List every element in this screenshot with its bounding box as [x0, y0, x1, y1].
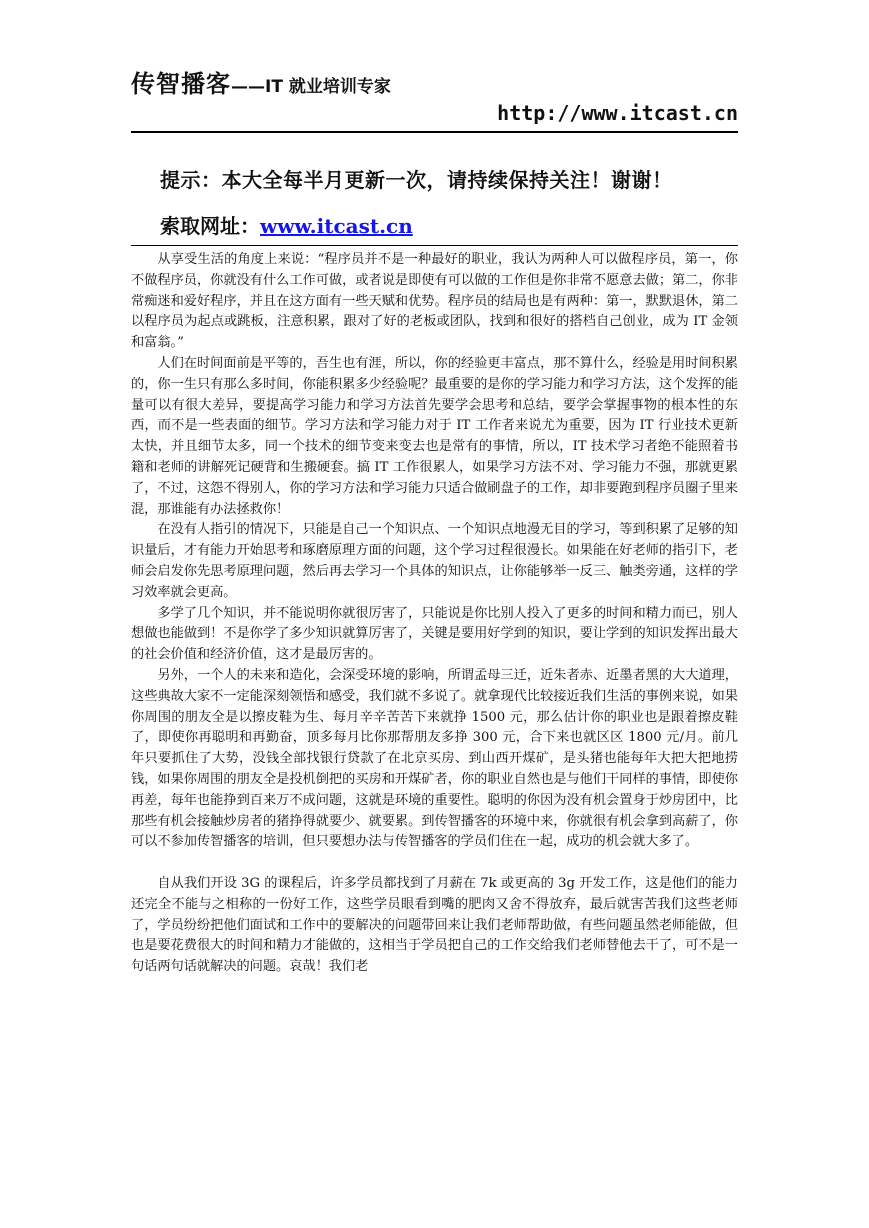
paragraph: 自从我们开设 3G 的课程后，许多学员都找到了月薪在 7k 或更高的 3g 开发工作，这是他们的能力还完全不能与之相称的一份好工作，这些学员眼看到嘴的肥肉又舍不得放弃，最后就害苦我们这些老师了，学员纷纷把他们面试和工作中的要解决的问题带回来让我们老师帮助做，有些问题虽然老师能做，但也是要花费很大的时间和精力才能做的，这相当于学员把自己的工作交给我们老师替他去干了，可不是一句话两句话就解决的问题。哀哉！我们老	[131, 875, 738, 975]
body-divider	[131, 245, 738, 246]
paragraph: 从享受生活的角度上来说：“程序员并不是一种最好的职业，我认为两种人可以做程序员，第一，你不做程序员，你就没有什么工作可做，或者说是即使有可以做的工作但是你非常不愿意去做；第二，你非常痴迷和爱好程序，并且在这方面有一些天赋和优势。程序员的结局也是有两种：第一，默默退休，第二以程序员为起点或跳板，注意积累，跟对了好的老板或团队，找到和很好的搭档自己创业，成为 IT 金领和富翁。”	[131, 252, 738, 351]
brand-main: 传智播客	[131, 70, 231, 98]
paragraph: 另外，一个人的未来和造化，会深受环境的影响，所谓孟母三迁，近朱者赤、近墨者黑的大大道理，这些典故大家不一定能深刻领悟和感受，我们就不多说了。就拿现代比较接近我们生活的事例来说，如果你周围的朋友全是以擦皮鞋为生、每月辛辛苦苦下来就挣 1500 元，那么估计你的职业也是跟着擦皮鞋了，即使你再聪明和再勤奋，顶多每月比你那帮朋友多挣 300 元，合下来也就区区 1800 元/月。前几年只要抓住了大势，没钱全部找银行贷款了在北京买房、到山西开煤矿，是头猪也能每年大把大把地捞钱，如果你周围的朋友全是投机倒把的买房和开煤矿者，你的职业自然也是与他们干同样的事情，即使你再差，每年也能挣到百来万不成问题，这就是环境的重要性。聪明的你因为没有机会置身于炒房团中，比那些有机会接触炒房者的猪挣得就要少、就要累。到传智播客的环境中来，你就很有机会拿到高薪了，你可以不参加传智播客的培训，但只要想办法与传智播客的学员们住在一起，成功的机会就大多了。	[131, 667, 738, 850]
header-divider	[131, 131, 738, 133]
brand-subtitle: ——IT 就业培训专家	[231, 77, 391, 97]
site-label: 索取网址：	[160, 214, 260, 238]
update-notice: 提示：本大全每半月更新一次，请持续保持关注！谢谢！	[160, 168, 673, 192]
article-body	[131, 250, 738, 978]
paragraph: 多学了几个知识，并不能说明你就很厉害了，只能说是你比别人投入了更多的时间和精力而已，别人想做也能做到！不是你学了多少知识就算厉害了，关键是要用好学到的知识，要让学到的知识发挥出最大的社会价值和经济价值，这才是最厉害的。	[131, 605, 738, 663]
site-line	[160, 210, 413, 239]
paragraph: 在没有人指引的情况下，只能是自己一个知识点、一个知识点地漫无目的学习，等到积累了足够的知识量后，才有能力开始思考和琢磨原理方面的问题，这个学习过程很漫长。如果能在好老师的指引下，老师会启发你先思考原理问题，然后再去学习一个具体的知识点，让你能够举一反三、触类旁通，这样的学习效率就会更高。	[131, 522, 738, 600]
paragraph: 人们在时间面前是平等的，吾生也有涯，所以，你的经验更丰富点，那不算什么，经验是用时间积累的，你一生只有那么多时间，你能积累多少经验呢？最重要的是你的学习能力和学习方法，这个发挥的能量可以有很大差异，要提高学习能力和学习方法首先要学会思考和总结，要学会掌握事物的根本性的东西，而不是一些表面的细节。学习方法和学习能力对于 IT 工作者来说尤为重要，因为 IT 行业技术更新太快，并且细节太多，同一个技术的细节变来变去也是常有的事情，所以，IT 技术学习者绝不能照着书籍和老师的讲解死记硬背和生搬硬套。搞 IT 工作很累人，如果学习方法不对、学习能力不强，那就更累了，不过，这怨不得别人，你的学习方法和学习能力只适合做刷盘子的工作，却非要跑到程序员圈子里来混，那谁能有办法拯救你！	[131, 355, 738, 517]
site-link[interactable]: www.itcast.cn	[260, 214, 413, 238]
header-url: http://www.itcast.cn	[497, 101, 738, 125]
brand-title	[131, 64, 391, 99]
